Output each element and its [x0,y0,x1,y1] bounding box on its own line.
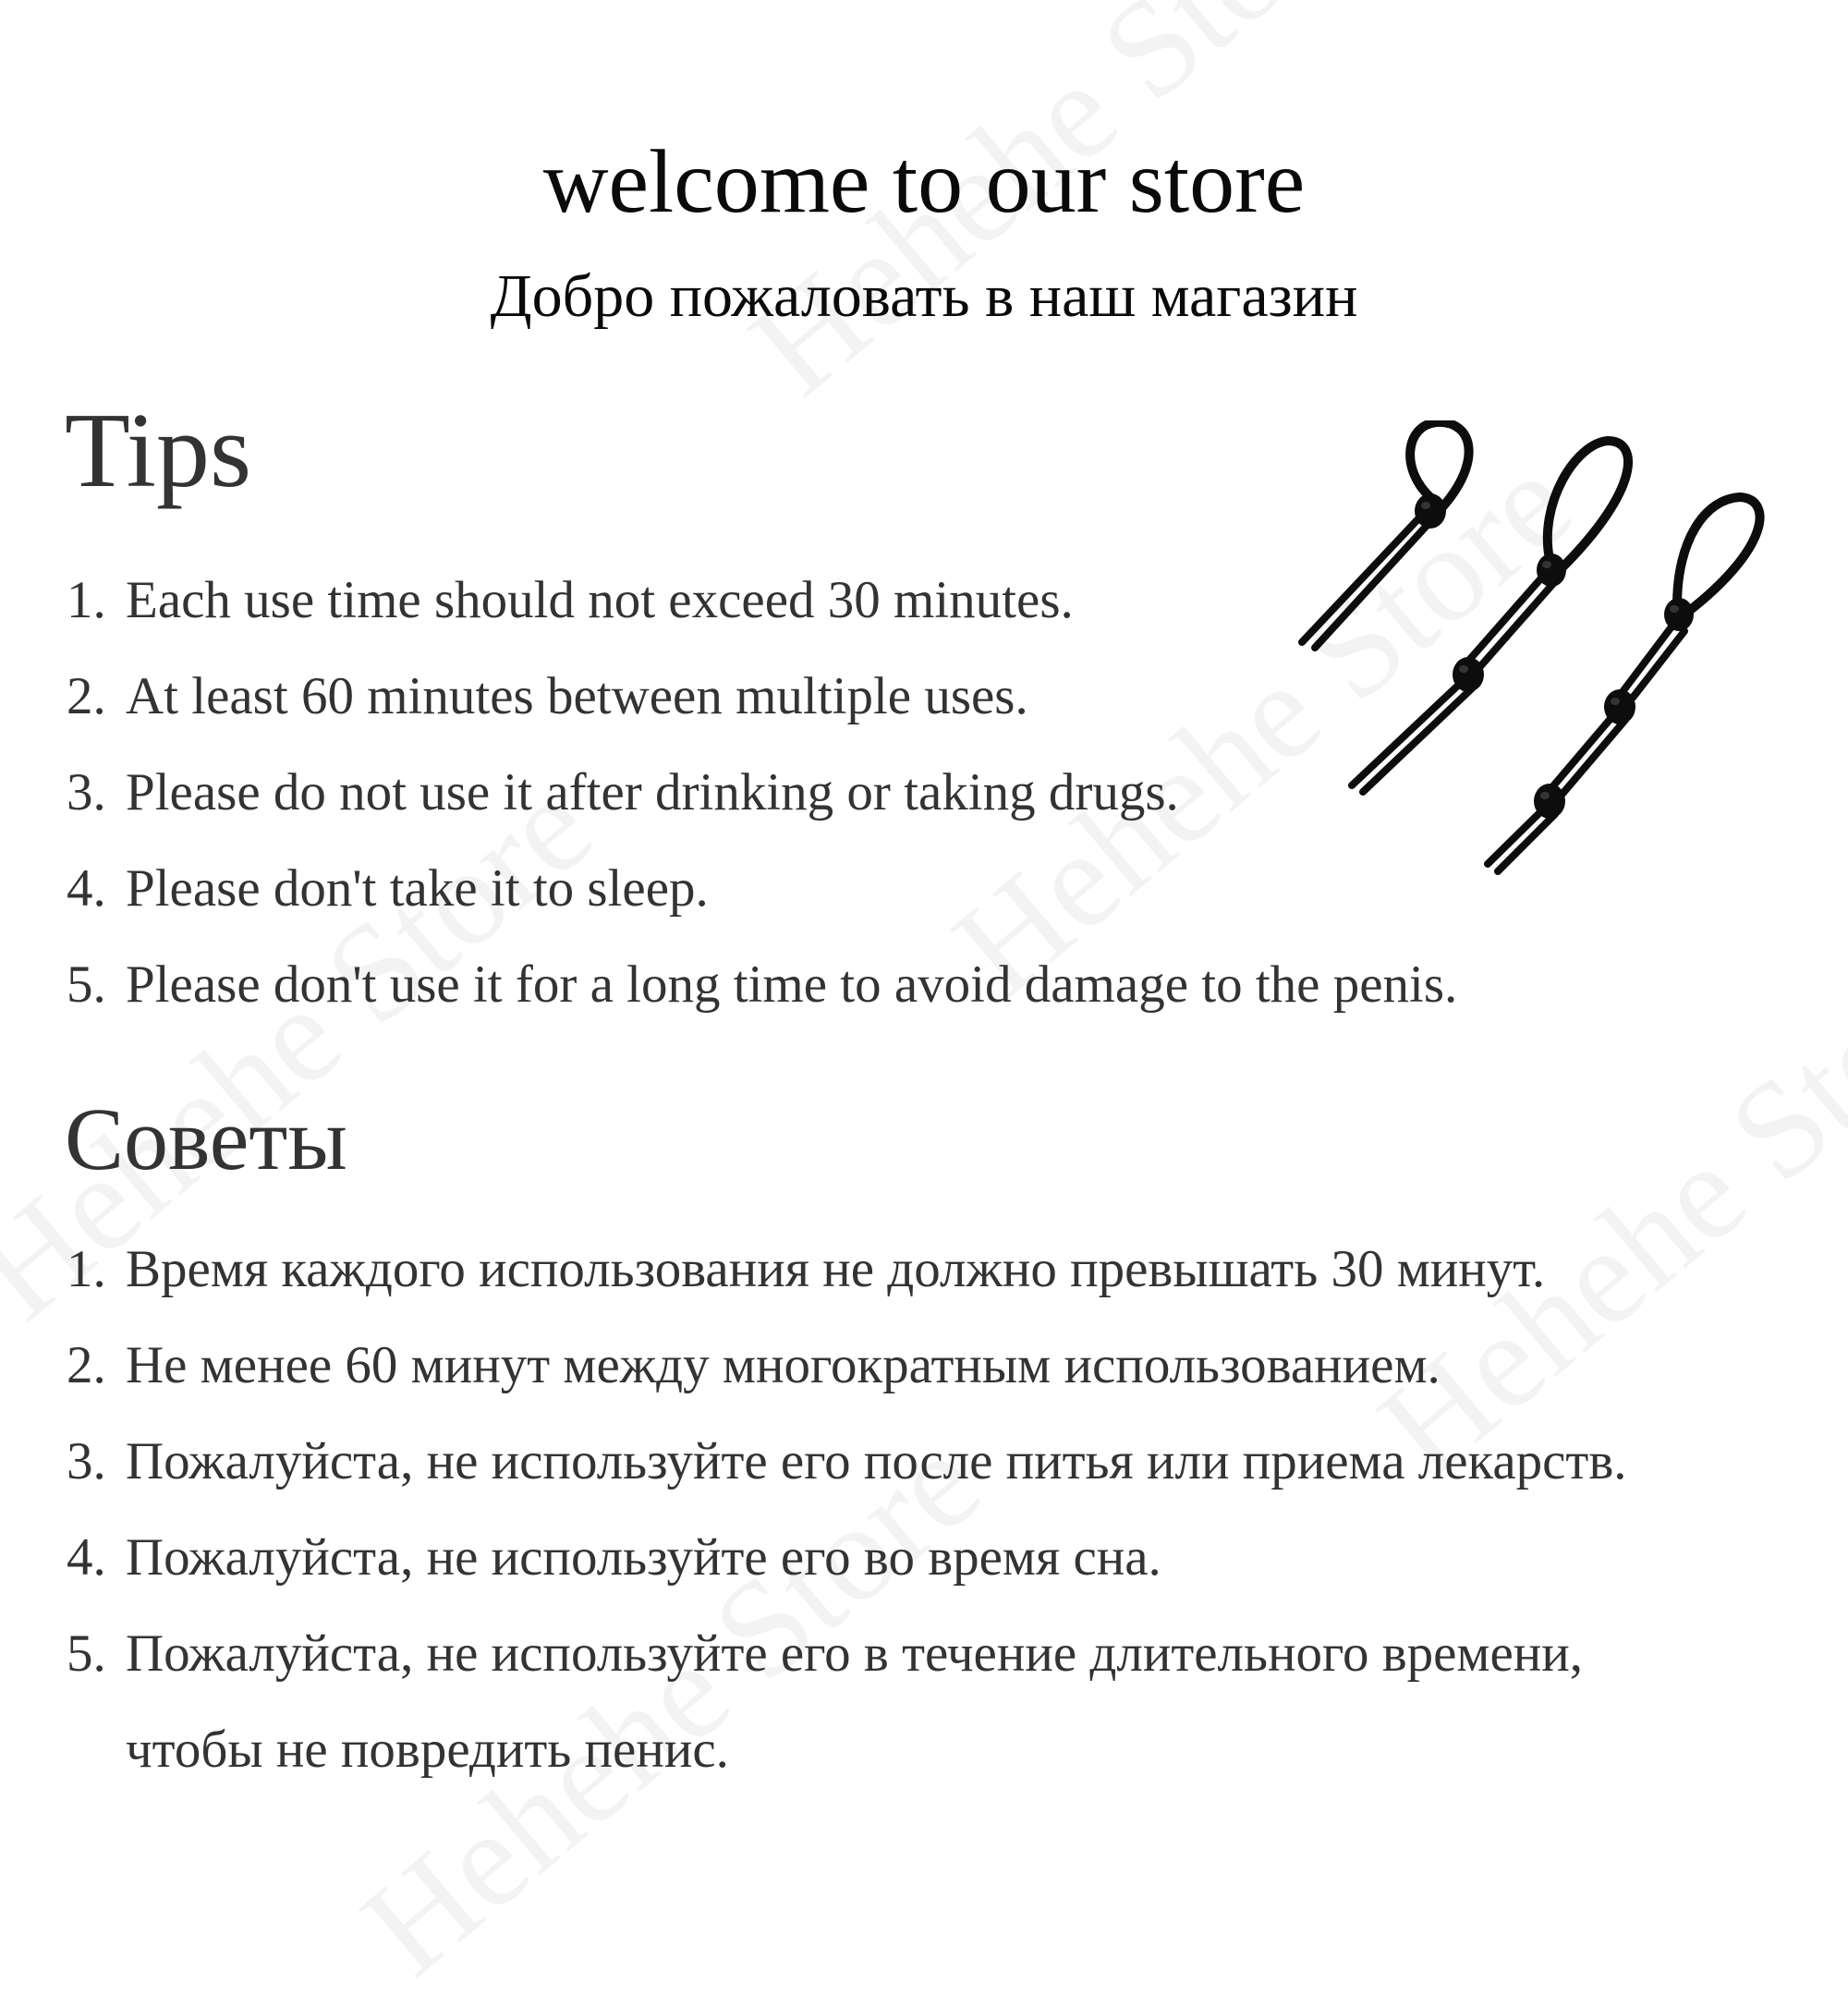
item-number: 1. [67,1240,106,1298]
tips-ru-list [67,1222,1627,1798]
list-item [67,1318,1627,1414]
item-text: At least 60 minutes between multiple uses. [126,667,1028,725]
tips-heading: Tips [65,392,252,510]
item-number: 5. [67,1624,106,1683]
item-number: 3. [67,763,106,821]
item-text: Не менее 60 минут между многократным использованием. [126,1336,1441,1394]
item-number: 3. [67,1432,106,1490]
item-number: 1. [67,571,106,629]
list-item [67,1606,1627,1798]
item-number: 5. [67,955,106,1014]
list-item [67,1414,1627,1510]
item-text-continuation: чтобы не повредить пенис. [126,1721,729,1779]
item-number: 2. [67,667,106,725]
item-text: Время каждого использования не должно превышать 30 минут. [126,1240,1546,1298]
list-item [67,1510,1627,1606]
item-text: Each use time should not exceed 30 minutes. [126,571,1074,629]
list-item [67,937,1457,1033]
item-text: Please don't take it to sleep. [126,859,709,918]
tips-ru-heading: Советы [65,1089,347,1188]
item-number: 4. [67,859,106,918]
list-item [67,649,1457,745]
item-number: 4. [67,1528,106,1587]
item-text: Пожалуйста, не используйте его в течение длительного времени, [126,1624,1584,1683]
page-title: welcome to our store [542,132,1306,232]
list-item [67,745,1457,841]
item-text: Please don't use it for a long time to avoid damage to the penis. [126,955,1458,1014]
list-item [67,841,1457,937]
item-text: Пожалуйста, не используйте его во время сна. [126,1528,1161,1587]
item-text: Please do not use it after drinking or taking drugs. [126,763,1179,821]
tips-list [67,553,1457,1033]
list-item [67,1222,1627,1318]
item-number: 2. [67,1336,106,1394]
item-text: Пожалуйста, не используйте его после питья или приема лекарств. [126,1432,1627,1490]
list-item [67,553,1457,649]
page-subtitle: Добро пожаловать в наш магазин [490,262,1358,330]
